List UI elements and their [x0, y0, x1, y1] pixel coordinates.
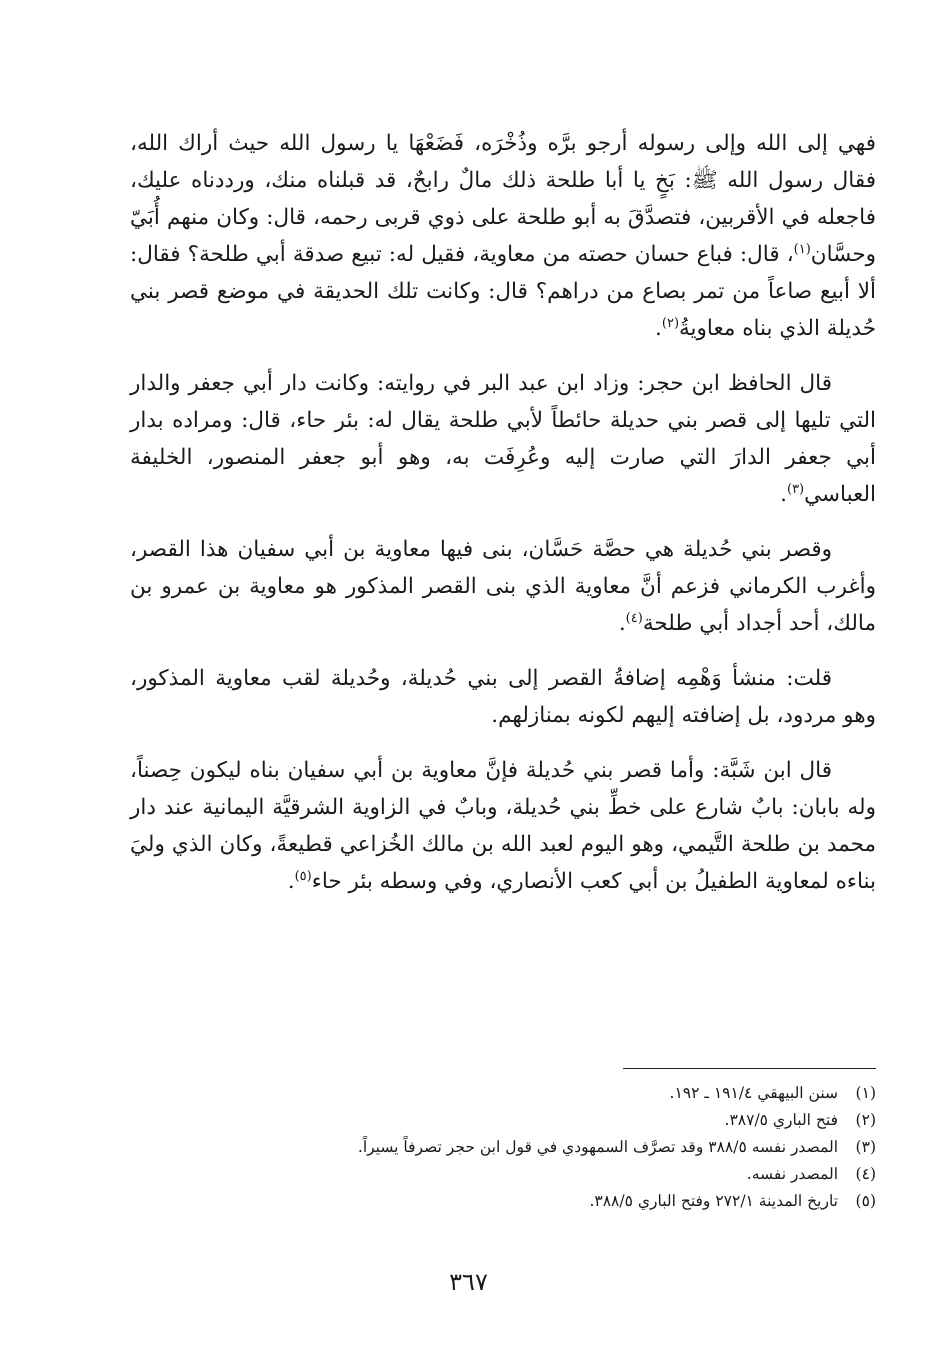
footnote-text: فتح الباري ٣٨٧/٥. [724, 1111, 838, 1129]
paragraph [130, 125, 876, 347]
paragraph [130, 365, 876, 513]
footnote-item [230, 1134, 876, 1161]
paragraph [130, 531, 876, 642]
paragraph-text: قلت: منشأ وَهْمِه إضافةُ القصر إلى بني حُديلة، وحُديلة لقب معاوية المذكور، وهو مردود، بل إضافته إليهم لكونه بمنازلهم. [130, 666, 876, 728]
footnote-number: (٣) [855, 1138, 876, 1156]
paragraph-text: . [780, 482, 787, 507]
paragraph-text: وقصر بني حُديلة هي حصَّة حَسَّان، بنى فيها معاوية بن أبي سفيان هذا القصر، وأغرب الكرماني فزعم أنَّ معاوية الذي بنى القصر المذكور هو معاوية بن عمرو بن مالك، أحد أجداد أبي طلحة [130, 537, 876, 636]
footnote-reference[interactable]: (٤) [625, 610, 643, 626]
footnote-text: المصدر نفسه. [746, 1165, 838, 1183]
paragraph-text: . [655, 316, 662, 341]
footnotes [230, 1080, 876, 1215]
paragraph-text: قال الحافظ ابن حجر: وزاد ابن عبد البر في روايته: وكانت دار أبي جعفر والدار التي تليها إلى قصر بني حديلة حائطاً لأبي طلحة يقال له: بئر حاء، قال: ومراده بدار أبي جعفر الدارَ التي صارت إليه وعُرِفَت به، وهو أبو جعفر المنصور، الخليفة العباسي [130, 371, 876, 507]
footnote-item [230, 1161, 876, 1188]
paragraph [130, 660, 876, 734]
paragraph-text: . [287, 869, 295, 894]
footnote-reference[interactable]: (١) [793, 241, 811, 257]
footnote-item [230, 1080, 876, 1107]
footnote-item [230, 1188, 876, 1215]
footnote-reference[interactable]: (٣) [786, 481, 805, 497]
page-number: ٣٦٧ [449, 1268, 488, 1296]
footnote-reference[interactable]: (٥) [294, 868, 312, 884]
footnote-text: المصدر نفسه ٣٨٨/٥ وقد تصرَّف السمهودي في قول ابن حجر تصرفاً يسيراً. [357, 1138, 838, 1156]
paragraph-text: . [618, 611, 626, 636]
footnote-number: (٢) [855, 1111, 876, 1129]
footnote-number: (٤) [855, 1165, 876, 1183]
footnote-text: سنن البيهقي ١٩١/٤ ـ ١٩٢. [669, 1084, 838, 1102]
footnote-reference[interactable]: (٢) [661, 315, 680, 331]
footnote-text: تاريخ المدينة ٢٧٢/١ وفتح الباري ٣٨٨/٥. [589, 1192, 838, 1210]
main-text [130, 125, 876, 918]
paragraph-text: ، قال: فباع حسان حصته من معاوية، فقيل له: تبيع صدقة أبي طلحة؟ فقال: ألا أبيع صاعاً من تمر بصاع من دراهم؟ قال: وكانت تلك الحديقة في موضع قصر بني حُديلة الذي بناه معاويةُ [130, 242, 876, 341]
footnote-number: (٥) [855, 1192, 876, 1210]
paragraph [130, 752, 876, 900]
paragraph-text: فهي إلى الله وإلى رسوله أرجو برَّه وذُخْرَه، فَضَعْهَا يا رسول الله حيث أراك الله، فقال رسول الله ﷺ: بَخٍ يا أبا طلحة ذلك مالٌ رابحٌ، قد قبلناه منك، ورددناه عليك، فاجعله في الأقربين، فتصدَّقَ به أبو طلحة على ذوي قربى رحمه، قال: وكان منهم أُبَيّ وحسَّان [130, 131, 876, 267]
footnote-item [230, 1107, 876, 1134]
footnote-number: (١) [855, 1084, 876, 1102]
footnote-divider [623, 1068, 876, 1069]
paragraph-text: قال ابن شَبَّة: وأما قصر بني حُديلة فإنَّ معاوية بن أبي سفيان بناه ليكون حِصناً، وله بابان: بابٌ شارع على خطِّ بني حُديلة، وبابٌ في الزاوية الشرقيَّة اليمانية عند دار محمد بن طلحة التَّيمي، وهو اليوم لعبد الله بن مالك الخُزاعي قطيعةً، وكان الذي وليَ بناءه لمعاوية الطفيلُ بن أبي كعب الأنصاري، وفي وسطه بئر حاء [130, 758, 876, 894]
